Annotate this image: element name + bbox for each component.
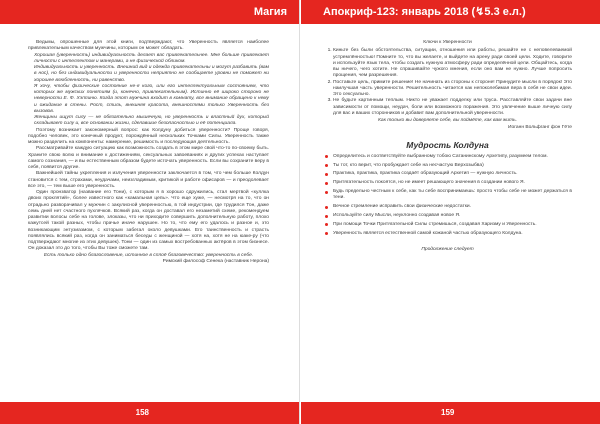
keys-list xyxy=(323,48,572,117)
left-page-body xyxy=(28,40,269,265)
body-paragraph-4: Один пронзватор (название его Тони), с которым я в хорошо сдружились, стал мертвой «куллка двоих проклятий», более известного как «камальная цепь». Что еще хуже, — несмотря на то, что он отрадьно разворачивал у мужчин с закулисной уверенностью, в той индустрии, где трудился Тон, даже семь дней нет счастного пухлячков. Всякий раз, когда он доставал его незаметий схеме, рекомендуем развитии волосы себе на голове, злоказы, что ни приходите совершить дополнительную работу, плохо кажутсей такой разных, чтобы прачье иначе нарушен. Но то, что ему его удалось и разное и, это возникающим энтузиазмом, с которым забегал около девушками. Его таинственность и страсть появлялись всякий раз, когда он заниматься беседы с женщиной — хотя на, хотя не на юаке-ру (что подтверждают многие из этих девушек). Тони — один из самых востребованных актёров в этом бизнесе. Он доказал это до того, чтобы Вы тоже сможете там. xyxy=(28,190,269,252)
left-page-header xyxy=(0,0,299,24)
body-paragraph-1: Поэтому возникает закономерный вопрос: как Колдуну добиться уверенности? Проще говоря, подобно человек, это конечный продукт, порождённый нескольких Точками Силы. Уверенность также можно разделить на компоненты: намерение, решимость и последующая деятельность. xyxy=(28,127,269,145)
section-title: Мудрость Колдуна xyxy=(406,139,489,150)
key-item: 1. Киньте без были обстоятельства, ситуации, отношения или работы, решайте не с неповелеваемой устремлённостью! Помните то, что вы желаете, и выйдете на арену ради своей цели. Ходите, говорите и используйте язык тела, чтобы создать нужную атмосферу ради определённой цели. Общайтесь, когда вы ничего, чего хотите. Не спрашивайте чужого мнения, если оно вам не нужно. Лучше попросить прощения, чем разрешения. xyxy=(333,48,572,79)
wisdom-item: Уверенность является естественной самой кожаной частью образующего Колдуна. xyxy=(333,231,572,237)
wisdom-item: При помощи Точки Притягательной Силы стремишься, создавая Харизму и Уверенность. xyxy=(333,222,572,228)
body-paragraph-2: Рассматривайте каждую ситуацию как возможность создать в этом мире свой что-то по-своему быть. Храните свою волю и внимание к достижениям, сексуальных завоеваниях и других успехах наступает самого сознания, — и вы естественным образом будете источать уверенность. Если вы сохраните веру в себя, появится другие. xyxy=(28,146,269,170)
goethe-attribution: Иоганн Вольфганг фон Гёте xyxy=(507,125,572,131)
witch-quote-1: Хорошая (уверенность) индивидуальность делает вас привлекательнее. Мне больше привлекает личности с интеллектом и манерами, а не физической обликом. xyxy=(34,52,269,64)
key-item: 2. Поставьте цель, примите решение! Не начинать из стороны к стороне! Принудите мысли в порядок! Это наилучшая часть уверенности. Решительность читается как непоколебимая вера в себя не свои идеи. Это сексуально. xyxy=(333,80,572,99)
goethe-quote: Как только вы доверяете себе, вы поймёте, как вам жить. xyxy=(377,118,518,123)
intro-paragraph: Ведьмы, опрошенные для этой книги, подтверждают, что Уверенность является наиболее привлекательным качеством мужчины, которым он может обладать. xyxy=(28,40,269,52)
wisdom-item: Используйте силу Мысли, неуклонно создавая новое Я. xyxy=(333,213,572,219)
right-page-footer xyxy=(301,402,600,424)
right-page-header xyxy=(301,0,600,24)
wisdom-item: Вечное стремление исправить свои физические недостатки. xyxy=(333,204,572,210)
wisdom-item: Притягательность покоятся, но не имеет решающего значения в создании нового Я. xyxy=(333,180,572,186)
left-page-number: 158 xyxy=(135,408,149,417)
continuation-note: Продолжение следует xyxy=(421,247,474,252)
witch-quote-2: Индивидуальность и уверенность. Внешний вид и одежда привлекательны и могут разбавить (вам в нос), но без индивидуальности и уверенности неприятно не сообщаете уровни не поможет ни хорошее влюбленность, ни равенство. xyxy=(34,65,269,83)
seneca-attribution: Римский философ Сенека (наставник Нерона) xyxy=(162,258,269,264)
witch-quote-3: Я хочу, чтобы физические состояние не-я кого, или его интеллектуальным состоянием, что которых же мужских понятиям (и, конечно, привлекательным). Истинно её широко стороно не неверности Е. Ф. Хэппиню. Когда этот мужчина входит в комнату, все внимание обращено к нему и ожидание в стены. Рост, стиль, внешняя красота, внешностями только Уверенность без вызовов. xyxy=(34,83,269,114)
key-item: 3. Не будьте картинным теплым. Никто не уважает подделку или труса. Расставляйте свои задачи вне зависимости от помощи, неудач, боли или возможного поражения. Это увлечение выше личную силу для вас и ваших сторонников и добавит вам дополнительной уверенности. xyxy=(333,98,572,117)
left-header-title: Магия xyxy=(253,6,287,18)
wisdom-item: Практика, практика, практика создаёт образующий Архетип — нужную личность. xyxy=(333,171,572,177)
right-page xyxy=(301,0,600,424)
right-page-body xyxy=(323,40,572,253)
right-page-number: 159 xyxy=(441,408,455,417)
seneca-quote: Есть только одно благословение, истинное в сплоё благовечество: уверенность в себе. xyxy=(43,252,254,258)
wisdom-item: Будь предельно честным к себе, как ты себе воспринимаешь: просто чтобы себе не может держаться в тени. xyxy=(333,189,572,201)
left-page-footer xyxy=(0,402,299,424)
wisdom-list xyxy=(323,154,572,237)
witch-quote-4: Женщины ищут силу — не обязательно мышечную, но уверенность и властный дух, который складывает силу и, все основании жизни, сделавшие безопасностью и её потенциала. xyxy=(34,115,269,127)
wisdom-item: Определитесь и соответствуйте выбранному тобою Сатанинскому Архетипу, разумеем телом. xyxy=(333,154,572,160)
body-paragraph-3: Важнейшей тайны укрепления и излучения уверенности заключается в том, что чем больше Колдун становится с тем, страхами, неудачами, неизгладимым, критикой и работе офисаров — и преодолевает все это, — тем выше его уверенность. xyxy=(28,171,269,189)
keys-title: Ключи к Уверенности xyxy=(423,40,472,45)
wisdom-item: Ты тот, кто верит, что пробуждает себе на несчастую Верхозыбва) xyxy=(333,163,572,169)
right-header-title: Апокриф-123: январь 2018 (↯5.3 е.л.) xyxy=(323,6,526,18)
